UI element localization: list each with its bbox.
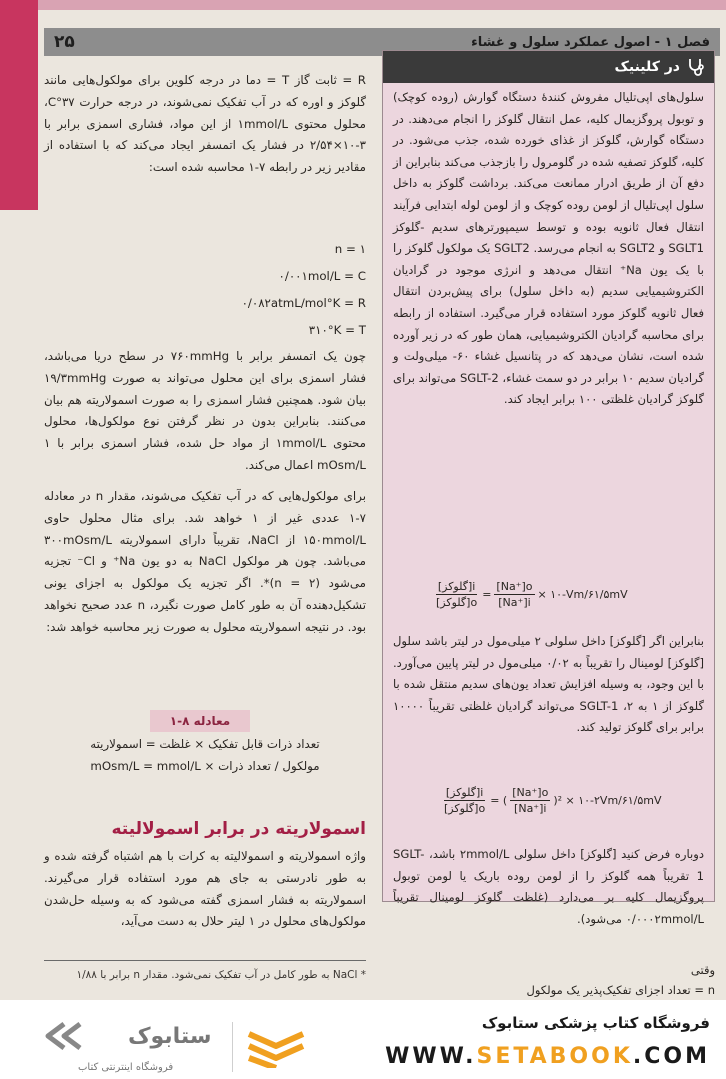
clinic-title: در کلینیک <box>614 59 680 75</box>
page-top-band <box>0 0 726 10</box>
equation-sglt1 <box>439 785 662 816</box>
logo-divider <box>232 1022 233 1072</box>
chapter-title: فصل ۱ - اصول عملکرد سلول و غشاء <box>471 34 710 50</box>
equation-units: مولکول / تعداد ذرات × mOsm/L = mmol/L <box>90 759 320 773</box>
right-continuation-2: n = تعداد اجزای تفکیک‌پذیر یک مولکول <box>526 983 715 997</box>
equals-sign: = <box>482 588 492 601</box>
clinic-header <box>383 51 714 83</box>
store-banner[interactable] <box>0 1000 726 1079</box>
footnote: * NaCl به طور کامل در آب تفکیک نمی‌شود. مقدار n برابر با ۱/۸۸ <box>76 969 366 981</box>
variable-c: ۰/۰۰۱mol/L = C <box>278 269 366 283</box>
sodium-ratio: $\frac{[Na^+]o}{[Na^+]i}$ <box>496 580 533 609</box>
chapter-edge-tab <box>0 0 38 210</box>
stethoscope-icon <box>686 57 706 77</box>
clinic-box <box>382 50 715 926</box>
equation-sglt2 <box>431 579 628 610</box>
exponent-term: × ۱۰-Vm/۶۱/۵mV <box>537 588 628 601</box>
clinic-paragraph-3: دوباره فرض کنید [گلوکز] داخل سلولی ۲mmol/L باشد، SGLT-1 تقریباً همه گلوکز را از لومن روده باریک یا لومن توبول پروگزیمال کلیه بر می‌دارد (غلظت گلوکز لومینال تقریباً ۰/۰۰۰۲mmol/L می‌شود). <box>393 847 704 926</box>
book-stack-icon <box>241 1028 311 1068</box>
shop-url[interactable]: WWW.SETABOOK.COM <box>385 1044 710 1069</box>
variable-list <box>150 236 366 344</box>
shop-name: فروشگاه کتاب پزشکی ستابوک <box>481 1014 710 1032</box>
footnote-divider <box>44 960 366 961</box>
clinic-paragraph-1: سلول‌های اپی‌تلیال مفروش کنندهٔ دستگاه گوارش (روده کوچک) و توبول پروگزیمال کلیه، عمل انتقال گلوکز را انجام می‌دهند. در دستگاه گوارش، گلوکز از غذای خورده شده، جذب می‌شود. در کلیه، گلوکز تصفیه شده در گلومرول را بازجذب می‌کند بنابراین از دفع آن از طریق ادرار ممانعت می‌کند. برداشت گلوکز به داخل سلول اپی‌تلیال از لومن روده کوچک و از لومن لوله ابتدایی فرآیند انتقال فعال ثانویه بوده و توسط سیمپورترهای سدیم -گلوکز SGLT1 و SGLT2 به انجام می‌رسد. SGLT2 یک مولکول گلوکز را با یک یون Na⁺ انتقال می‌دهد و انرژی موجود در گرادیان الکتروشیمیایی سدیم (به داخل سلول) برای پیش‌بردن انتقال فعال ثانویه گلوکز مورد استفاده قرار می‌گیرد. استفاده از رابطه برای محاسبه گرادیان الکتروشیمیایی، همان طور که در زیر آورده شده است، نشان می‌دهد که در پتانسیل غشاء ۶۰- میلی‌ولت و گرادیان سدیم ۱۰ برابر در دو سمت غشاء، SGLT-2 می‌تواند برای گلوکز گرادیان غلظتی ۱۰۰ برابر ایجاد کند. <box>393 90 705 407</box>
equals-sign: = ( <box>490 794 508 807</box>
paragraph-gas-constant: R = ثابت گاز T = دما در درجه کلوین برای مولکول‌هایی مانند گلوکز و اوره که در آب تفکیک نمی‌شوند، در درجه حرارت ۳۷°C، محلول محتوی ۱mmol/L از این مواد، فشاری اسمزی برابر با ۳-۱۰×۲/۵۴ در فشار یک اتمسفر ایجاد می‌کند که با استفاده از مقادیر زیر در رابطه ۷-۱ محاسبه شده است: <box>44 73 366 175</box>
equation-osmolarity: تعداد ذرات قابل تفکیک × غلظت = اسمولاریته <box>90 737 320 751</box>
equation-label: معادله ۸-۱ <box>150 710 250 732</box>
variable-t: ۳۱۰°K = T <box>308 323 366 337</box>
chevron-logo-icon <box>36 1020 96 1052</box>
page-number: ۲۵ <box>54 32 75 52</box>
variable-r: ۰/۰۸۲atmL/mol°K = R <box>241 296 366 310</box>
exponent-term: )² × ۱۰-۲Vm/۶۱/۵mV <box>553 794 662 807</box>
glucose-ratio: $\frac{\text{[گلوکز]i}}{\text{[گلوکز]o}}$ <box>444 786 486 815</box>
glucose-ratio: $\frac{\text{[گلوکز]i}}{\text{[گلوکز]o}}$ <box>436 580 478 609</box>
clinic-paragraph-2: بنابراین اگر [گلوکز] داخل سلولی ۲ میلی‌مول در لیتر باشد سلول [گلوکز] لومینال را تقریباً به ۰/۰۲ میلی‌مول در لیتر پایین می‌آورد. با این وجود، به وسیله افزایش تعداد یون‌های سدیم منتقل شده با گلوکز از ۱ به ۲، SGLT-1 می‌تواند گرادیان غلظتی تقریباً ۱۰۰۰۰ برابر برای گلوکز تولید کند. <box>393 634 704 735</box>
url-highlight: SETABOOK <box>476 1044 633 1069</box>
logo-tagline: فروشگاه اینترنتی کتاب <box>78 1062 174 1073</box>
logo-wordmark: ستابوک <box>128 1024 212 1049</box>
paragraph-atmosphere: چون یک اتمسفر برابر با ۷۶۰mmHg در سطح دریا می‌باشد، فشار اسمزی برای این محلول می‌تواند به صورت ۱۹/۳mmHg بیان شود. همچنین فشار اسمزی را به صورت اسمولاریته هم بیان می‌کنند. بنابراین بدون در نظر گرفتن نوع مولکول‌ها، محلول محتوی ۱mmol/L از مواد حل شده، فشار اسمزی برابر با ۱ mOsm/L اعمال می‌کند. <box>44 349 366 472</box>
paragraph-dissociation: برای مولکول‌هایی که در آب تفکیک می‌شوند، مقدار n در معادله ۷-۱ عددی غیر از ۱ خواهد شد. برای مثال محلول حاوی ۱۵۰mmol/L از NaCl، تقریباً دارای اسمولاریته ۳۰۰mOsm/L می‌باشد. چون هر مولکول NaCl به دو یون Na⁺ و Cl⁻ تجزیه می‌شود (n = ۲)*. اگر تجزیه یک مولکول به اجزای یونی تشکیل‌دهنده آن به طور کامل صورت نگیرد، n عدد صحیح نخواهد بود. در نتیجه اسمولاریته محلول به صورت زیر محاسبه خواهد شد: <box>44 489 367 634</box>
paragraph-osmolarity-vs-osmolality: واژه اسمولاریته و اسمولالیته به کرات با هم اشتباه گرفته شده و به طور نادرستی به جای هم مورد استفاده قرار می‌گیرند. اسمولاریته به فشار اسمزی گفته می‌شود که به وسیله حل‌شدن مولکول‌های محلول در ۱ لیتر حلال به دست می‌آید، <box>44 849 366 929</box>
section-heading: اسمولاریته در برابر اسمولالیته <box>111 819 366 839</box>
variable-n: ۱ = n <box>334 242 366 256</box>
right-continuation-1: وقتی <box>690 963 715 977</box>
sodium-ratio: $\frac{[Na^+]o}{[Na^+]i}$ <box>512 786 549 815</box>
setabook-logo <box>36 1014 286 1073</box>
